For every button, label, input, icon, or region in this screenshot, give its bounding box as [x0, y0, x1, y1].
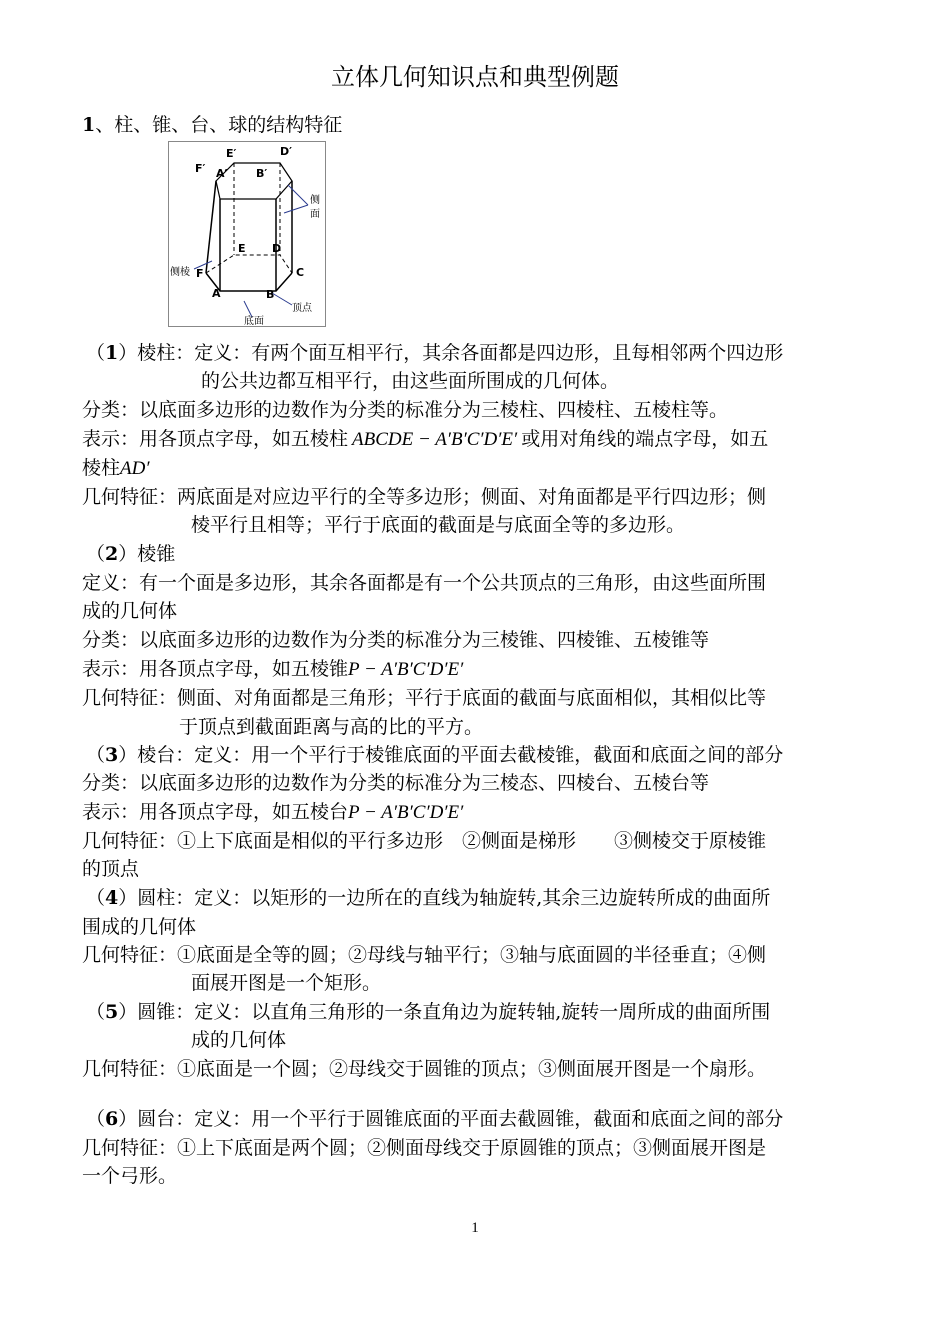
cylinder-def-line2: 围成的几何体 [82, 916, 197, 938]
prism-def-line1: （1）棱柱：定义：有两个面互相平行，其余各面都是四边形，且每相邻两个四边形 [86, 342, 784, 364]
cylinder-feature-line1: 几何特征：①底面是全等的圆；②母线与轴平行；③轴与底面圆的半径垂直；④侧 [82, 944, 767, 966]
pyramid-classify: 分类：以底面多边形的边数作为分类的标准分为三棱锥、四棱锥、五棱锥等 [82, 629, 710, 651]
frustum-cone-feature-line2: 一个弓形。 [82, 1165, 178, 1187]
label-side-edge: 侧棱 [170, 267, 190, 278]
page-title: 立体几何知识点和典型例题 [331, 63, 619, 91]
label-D-prime: D′ [280, 145, 293, 158]
frustum-feature-line1: 几何特征：①上下底面是相似的平行多边形 ②侧面是梯形 ③侧棱交于原棱锥 [82, 830, 767, 852]
frustum-feature-line2: 的顶点 [82, 858, 140, 880]
section-number: 1 [82, 114, 96, 136]
prism-diagram [168, 141, 326, 327]
label-E: E [238, 242, 246, 255]
label-base: 底面 [244, 316, 264, 327]
label-E-prime: E′ [226, 147, 237, 160]
prism-repr-line2: 棱柱AD′ [82, 457, 150, 479]
prism-figure [168, 141, 326, 327]
cone-feature: 几何特征：①底面是一个圆；②母线交于圆锥的顶点；③侧面展开图是一个扇形。 [82, 1058, 767, 1080]
cone-def-line1: （5）圆锥：定义：以直角三角形的一条直角边为旋转轴,旋转一周所成的曲面所围 [86, 1001, 771, 1023]
prism-repr-line1: 表示：用各顶点字母，如五棱柱 ABCDE − A′B′C′D′E′ 或用对角线的端点字母，如五 [82, 428, 769, 450]
section-title: 、柱、锥、台、球的结构特征 [95, 114, 343, 136]
page-number: 1 [471, 1220, 479, 1236]
prism-def-line2: 的公共边都互相平行，由这些面所围成的几何体。 [201, 370, 620, 392]
label-C: C [296, 266, 305, 279]
frustum-classify: 分类：以底面多边形的边数作为分类的标准分为三棱态、四棱台、五棱台等 [82, 772, 710, 794]
label-F: F [196, 267, 204, 280]
label-F-prime: F′ [195, 162, 206, 175]
frustum-repr: 表示：用各顶点字母，如五棱台P − A′B′C′D′E′ [82, 801, 464, 823]
cylinder-def-line1: （4）圆柱：定义：以矩形的一边所在的直线为轴旋转,其余三边旋转所成的曲面所 [86, 887, 771, 909]
frustum-def: （3）棱台：定义：用一个平行于棱锥底面的平面去截棱锥，截面和底面之间的部分 [86, 744, 784, 766]
cylinder-feature-line2: 面展开图是一个矩形。 [191, 972, 382, 994]
frustum-cone-feature-line1: 几何特征：①上下底面是两个圆；②侧面母线交于原圆锥的顶点；③侧面展开图是 [82, 1137, 767, 1159]
prism-feature-line2: 棱平行且相等；平行于底面的截面是与底面全等的多边形。 [191, 514, 686, 536]
label-B-prime: B′ [256, 167, 268, 180]
pyramid-def-line2: 成的几何体 [82, 600, 178, 622]
label-vertex: 顶点 [292, 303, 312, 314]
frustum-cone-def: （6）圆台：定义：用一个平行于圆锥底面的平面去截圆锥，截面和底面之间的部分 [86, 1108, 784, 1130]
label-A-prime: A′ [216, 167, 228, 180]
label-D: D [272, 242, 282, 255]
label-side-face-2: 面 [310, 209, 320, 220]
pyramid-feature-line2: 于顶点到截面距离与高的比的平方。 [179, 716, 484, 738]
pyramid-def-line1: 定义：有一个面是多边形，其余各面都是有一个公共顶点的三角形，由这些面所围 [82, 572, 767, 594]
pyramid-feature-line1: 几何特征：侧面、对角面都是三角形；平行于底面的截面与底面相似，其相似比等 [82, 687, 767, 709]
prism-feature-line1: 几何特征：两底面是对应边平行的全等多边形；侧面、对角面都是平行四边形；侧 [82, 486, 767, 508]
label-A: A [212, 287, 221, 300]
pyramid-heading: （2）棱锥 [86, 543, 176, 565]
label-B: B [266, 288, 275, 301]
pyramid-repr: 表示：用各顶点字母，如五棱锥P − A′B′C′D′E′ [82, 658, 464, 680]
cone-def-line2: 成的几何体 [191, 1029, 287, 1051]
section-heading [82, 113, 342, 137]
prism-classify: 分类：以底面多边形的边数作为分类的标准分为三棱柱、四棱柱、五棱柱等。 [82, 399, 729, 421]
label-side-face-1: 侧 [310, 195, 320, 206]
